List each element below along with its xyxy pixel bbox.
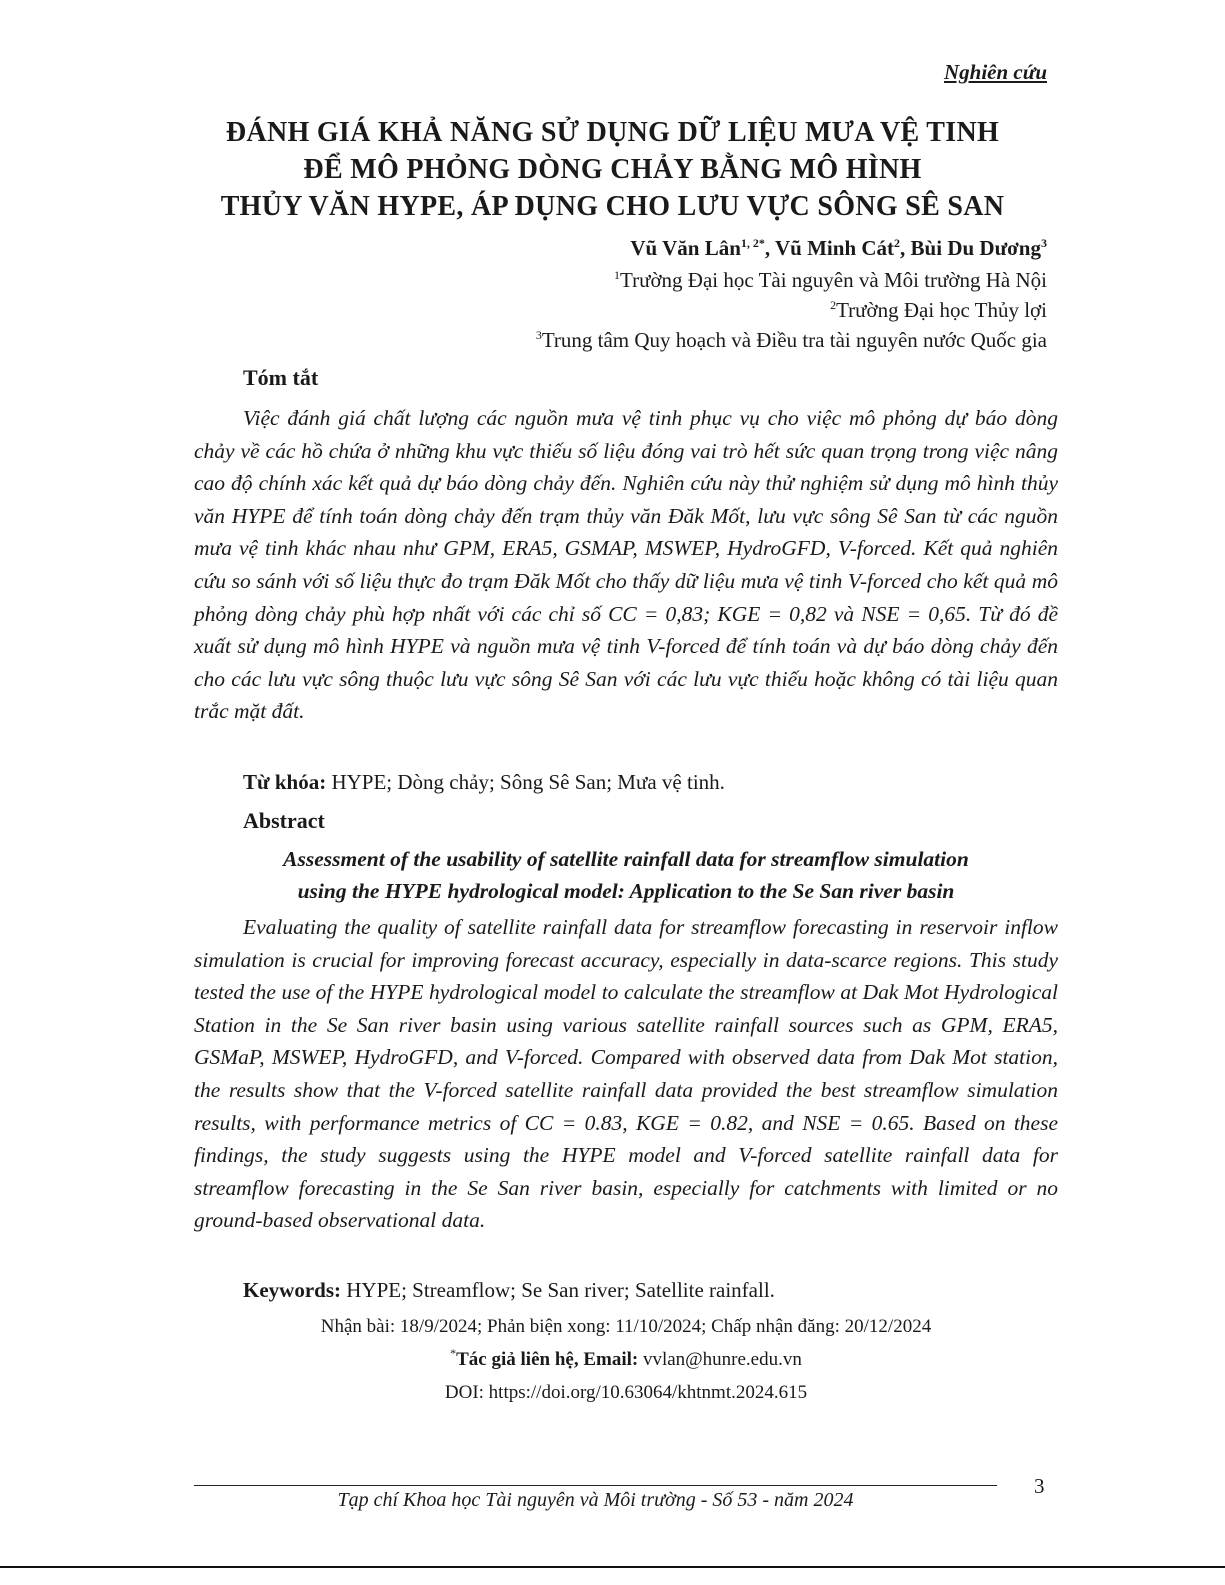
author-list [630, 236, 1047, 261]
submission-dates: Nhận bài: 18/9/2024; Phản biện xong: 11/10/2024; Chấp nhận đăng: 20/12/2024 [320, 1316, 932, 1337]
contact-superscript: * [450, 1346, 457, 1360]
section-tag: Nghiên cứu [943, 60, 1047, 84]
author-superscript: 1, 2* [740, 236, 765, 250]
affiliation-text: Trường Đại học Thủy lợi [836, 298, 1047, 322]
contact-label: Tác giả liên hệ, Email: [456, 1349, 639, 1370]
journal-footer: Tạp chí Khoa học Tài nguyên và Môi trường - Số 53 - năm 2024 [337, 1489, 854, 1511]
affiliation [536, 328, 1047, 353]
author-name: Vũ Minh Cát [775, 236, 895, 260]
author-superscript: 3 [1041, 236, 1047, 250]
paper-title [150, 114, 1075, 225]
title-line: ĐÁNH GIÁ KHẢ NĂNG SỬ DỤNG DỮ LIỆU MƯA VỆ TINH [225, 117, 1000, 148]
author-name: Bùi Du Dương [910, 236, 1041, 260]
doi: DOI: https://doi.org/10.63064/khtnmt.2024.615 [444, 1382, 808, 1403]
en-title-line: using the HYPE hydrological model: Application to the Se San river basin [297, 879, 955, 903]
affiliation-text: Trung tâm Quy hoạch và Điều tra tài nguyên nước Quốc gia [541, 328, 1047, 352]
affiliation-superscript: 3 [535, 328, 542, 342]
contact-email: vvlan@hunre.edu.vn [638, 1349, 802, 1370]
en-abstract-heading: Abstract [243, 808, 325, 833]
affiliation-superscript: 1 [613, 268, 620, 282]
page-bottom-border [0, 1566, 1225, 1568]
affiliation [614, 268, 1047, 293]
vi-keywords [243, 770, 725, 795]
vi-keywords-label: Từ khóa: [243, 770, 327, 794]
en-title [194, 843, 1058, 907]
en-keywords-text: HYPE; Streamflow; Se San river; Satellite rainfall. [341, 1278, 775, 1302]
title-line: ĐỂ MÔ PHỎNG DÒNG CHẢY BẰNG MÔ HÌNH [303, 154, 922, 185]
author-superscript: 2 [894, 236, 901, 250]
affiliation-superscript: 2 [830, 298, 837, 312]
affiliation-text: Trường Đại học Tài nguyên và Môi trường Hà Nội [619, 268, 1047, 292]
footer-divider [194, 1485, 997, 1486]
vi-abstract-body: Việc đánh giá chất lượng các nguồn mưa vệ tinh phục vụ cho việc mô phỏng dự báo dòng chảy về các hồ chứa ở những khu vực thiếu số liệu đóng vai trò hết sức quan trọng trong việc nâng cao độ chính xác kết quả dự báo dòng chảy đến. Nghiên cứu này thử nghiệm sử dụng mô hình thủy văn HYPE để tính toán dòng chảy đến trạm thủy văn Đăk Mốt, lưu vực sông Sê San từ các nguồn mưa vệ tinh khác nhau như GPM, ERA5, GSMAP, MSWEP, HydroGFD, V-forced. Kết quả nghiên cứu so sánh với số liệu thực đo trạm Đăk Mốt cho thấy dữ liệu mưa vệ tinh V-forced cho kết quả mô phỏng dòng chảy phù hợp nhất với các chỉ số CC = 0,83; KGE = 0,82 và NSE = 0,65. Từ đó đề xuất sử dụng mô hình HYPE và nguồn mưa vệ tinh V-forced để tính toán và dự báo dòng chảy đến cho các lưu vực sông thuộc lưu vực sông Sê San với các lưu vực thiếu hoặc không có tài liệu quan trắc mặt đất. [194, 406, 1058, 724]
author-name: Vũ Văn Lân [630, 236, 741, 260]
en-title-line: Assessment of the usability of satellite rainfall data for streamflow simulation [283, 847, 969, 871]
page-number: 3 [1034, 1474, 1045, 1498]
corresponding-author [194, 1346, 1058, 1371]
affiliation [830, 298, 1047, 323]
vi-abstract-heading: Tóm tắt [243, 365, 319, 390]
en-keywords-label: Keywords: [243, 1278, 341, 1302]
author-separator: , [764, 236, 776, 260]
en-keywords [243, 1278, 775, 1303]
title-line: THỦY VĂN HYPE, ÁP DỤNG CHO LƯU VỰC SÔNG SÊ SAN [220, 191, 1005, 222]
author-separator: , [900, 236, 911, 260]
vi-keywords-text: HYPE; Dòng chảy; Sông Sê San; Mưa vệ tinh. [326, 770, 725, 794]
en-abstract-body: Evaluating the quality of satellite rainfall data for streamflow forecasting in reservoir inflow simulation is crucial for improving forecast accuracy, especially in data-scarce regions. This study tested the use of the HYPE hydrological model to calculate the streamflow at Dak Mot Hydrological Station in the Se San river basin using various satellite rainfall sources such as GPM, ERA5, GSMaP, MSWEP, HydroGFD, and V-forced. Compared with observed data from Dak Mot station, the results show that the V-forced satellite rainfall data provided the best streamflow simulation results, with performance metrics of CC = 0.83, KGE = 0.82, and NSE = 0.65. Based on these findings, the study suggests using the HYPE model and V-forced satellite rainfall data for streamflow forecasting in the Se San river basin, especially for catchments with limited or no ground-based observational data. [194, 915, 1058, 1233]
